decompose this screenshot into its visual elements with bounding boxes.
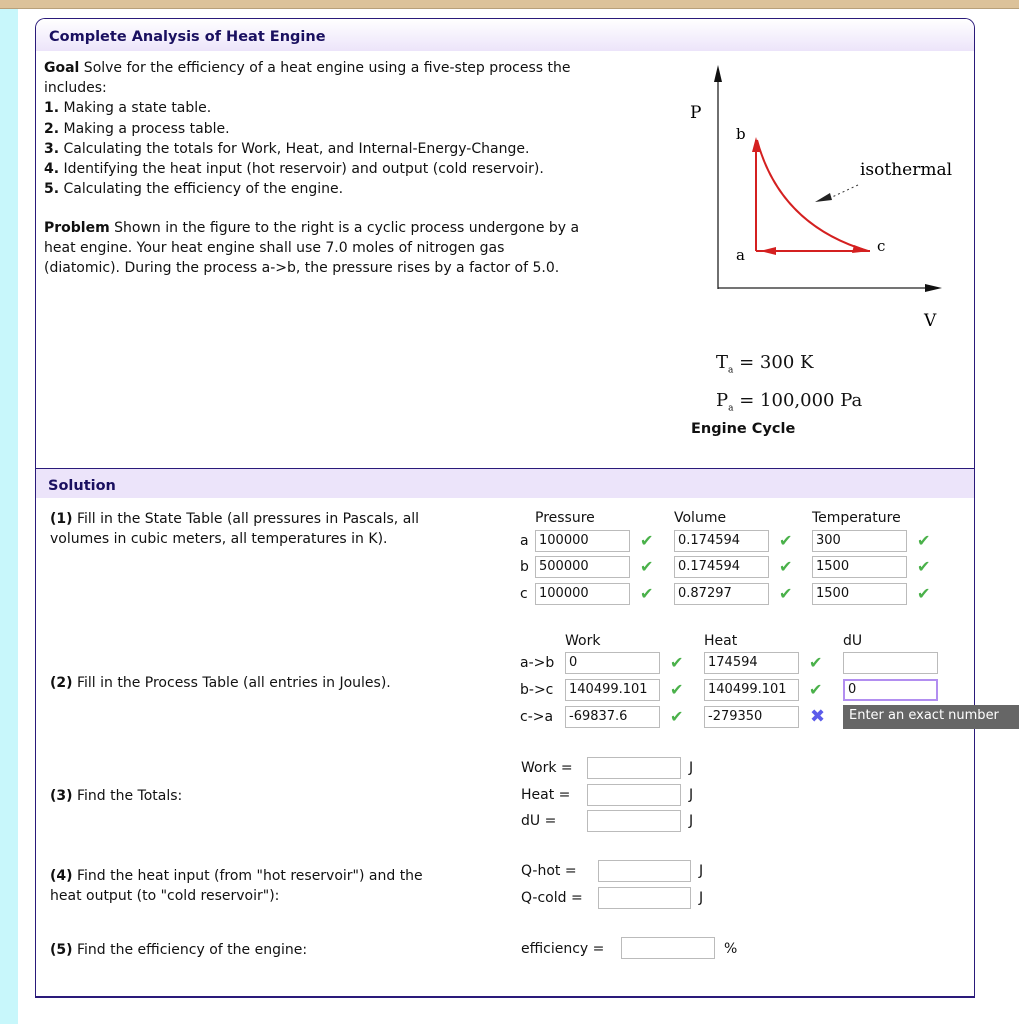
p-axis-label: P <box>690 103 702 123</box>
state-input[interactable]: 300 <box>812 530 907 552</box>
check-icon: ✔ <box>779 584 793 603</box>
p-axis-arrow-icon <box>714 65 722 82</box>
unit-j: J <box>689 787 694 803</box>
process-bc-isothermal <box>757 140 868 251</box>
state-input[interactable]: 100000 <box>535 530 630 552</box>
state-row-label: a <box>520 533 529 549</box>
step4-text: (4) Find the heat input (from "hot reservoir") and the heat output (to "cold reservoir"): <box>50 868 423 905</box>
unit-percent: % <box>724 941 738 957</box>
efficiency-input[interactable] <box>621 937 715 959</box>
problem-line: heat engine. Your heat engine shall use 7.0 moles of nitrogen gas <box>44 240 505 257</box>
step-item: 4. Identifying the heat input (hot reservoir) and output (cold reservoir). <box>44 161 544 178</box>
v-axis-label: V <box>924 311 937 330</box>
goal-line: includes: <box>44 80 107 97</box>
step1-text: (1) Fill in the State Table (all pressures in Pascals, all volumes in cubic meters, all temperatures in K). <box>50 511 420 548</box>
state-input[interactable]: 0.87297 <box>674 583 769 605</box>
state-input[interactable]: 1500 <box>812 583 907 605</box>
arrow-ca-icon <box>760 247 776 255</box>
check-icon: ✔ <box>917 584 931 603</box>
step-item: 1. Making a state table. <box>44 100 212 117</box>
pointer-arrow-icon <box>815 193 832 202</box>
left-sidebar-strip <box>0 9 18 1024</box>
qhot-input[interactable] <box>598 860 691 882</box>
check-icon: ✔ <box>640 584 654 603</box>
check-icon: ✔ <box>779 557 793 576</box>
solution-header: Solution <box>36 469 974 498</box>
state-input[interactable]: 0.174594 <box>674 556 769 578</box>
check-icon: ✔ <box>670 680 684 699</box>
ta-value: $T_a = 300$ K <box>716 352 814 376</box>
state-row-label: b <box>520 559 529 575</box>
check-icon: ✔ <box>809 680 823 699</box>
work-total-input[interactable] <box>587 757 681 779</box>
pa-value: $P_a = 100,000$ Pa <box>716 390 863 414</box>
col-header-heat: Heat <box>704 633 738 649</box>
point-c-label: c <box>877 237 886 255</box>
unit-j: J <box>699 890 704 906</box>
col-header-du: dU <box>843 633 863 649</box>
problem-label: Problem <box>44 220 110 236</box>
point-a-label: a <box>736 246 745 264</box>
problem-line: Shown in the figure to the right is a cyclic process undergone by a <box>109 220 580 236</box>
efficiency-label: efficiency = <box>521 941 605 957</box>
panel-bottom-border <box>35 996 975 998</box>
step2-text: (2) Fill in the Process Table (all entries in Joules). <box>50 675 391 691</box>
process-input[interactable]: 0 <box>565 652 660 674</box>
tooltip: Enter an exact number <box>843 705 1019 729</box>
step-item: 2. Making a process table. <box>44 120 230 137</box>
state-input[interactable]: 1500 <box>812 556 907 578</box>
state-input[interactable]: 100000 <box>535 583 630 605</box>
check-icon: ✔ <box>917 531 931 550</box>
goal-label: Goal <box>44 60 80 76</box>
heat-total-input[interactable] <box>587 784 681 806</box>
step5-text: (5) Find the efficiency of the engine: <box>50 942 308 958</box>
col-header-work: Work <box>565 633 601 649</box>
qcold-input[interactable] <box>598 887 691 909</box>
step-item: 3. Calculating the totals for Work, Heat, and Internal-Energy-Change. <box>44 140 530 157</box>
process-input[interactable]: -279350 <box>704 706 799 728</box>
pv-diagram <box>680 60 980 330</box>
col-header-volume: Volume <box>674 510 727 526</box>
cross-icon: ✖ <box>810 706 826 727</box>
check-icon: ✔ <box>779 531 793 550</box>
work-total-label: Work = <box>521 760 573 776</box>
check-icon: ✔ <box>809 653 823 672</box>
v-axis-arrow-icon <box>925 284 942 292</box>
problem-line: (diatomic). During the process a->b, the pressure rises by a factor of 5.0. <box>44 260 560 277</box>
state-input[interactable]: 0.174594 <box>674 530 769 552</box>
process-input[interactable]: 0 <box>843 679 938 701</box>
col-header-temperature: Temperature <box>812 510 901 526</box>
process-row-label: c->a <box>520 709 554 725</box>
heat-total-label: Heat = <box>521 787 571 803</box>
panel-title: Complete Analysis of Heat Engine <box>36 19 974 51</box>
col-header-pressure: Pressure <box>535 510 595 526</box>
unit-j: J <box>689 760 694 776</box>
point-b-label: b <box>736 125 746 143</box>
isothermal-pointer <box>830 185 858 198</box>
unit-j: J <box>699 863 704 879</box>
figure-caption: Engine Cycle <box>691 421 796 437</box>
process-input[interactable]: 140499.101 <box>565 679 660 701</box>
check-icon: ✔ <box>640 557 654 576</box>
step-item: 5. Calculating the efficiency of the engine. <box>44 181 344 198</box>
goal-line: Solve for the efficiency of a heat engine using a five-step process the <box>79 60 571 76</box>
qcold-label: Q-cold = <box>521 890 583 906</box>
process-row-label: b->c <box>520 682 554 698</box>
check-icon: ✔ <box>917 557 931 576</box>
state-row-label: c <box>520 586 528 602</box>
goal-text <box>44 58 570 199</box>
du-total-input[interactable] <box>587 810 681 832</box>
process-input[interactable]: 140499.101 <box>704 679 799 701</box>
check-icon: ✔ <box>670 707 684 726</box>
process-input[interactable]: 174594 <box>704 652 799 674</box>
state-input[interactable]: 500000 <box>535 556 630 578</box>
qhot-label: Q-hot = <box>521 863 577 879</box>
process-input[interactable] <box>843 652 938 674</box>
du-total-label: dU = <box>521 813 557 829</box>
unit-j: J <box>689 813 694 829</box>
process-row-label: a->b <box>520 655 555 671</box>
process-input[interactable]: -69837.6 <box>565 706 660 728</box>
problem-text <box>44 218 579 279</box>
check-icon: ✔ <box>640 531 654 550</box>
browser-toolbar-strip <box>0 0 1019 9</box>
check-icon: ✔ <box>670 653 684 672</box>
step3-text: (3) Find the Totals: <box>50 788 183 804</box>
isothermal-label: isothermal <box>860 160 953 180</box>
